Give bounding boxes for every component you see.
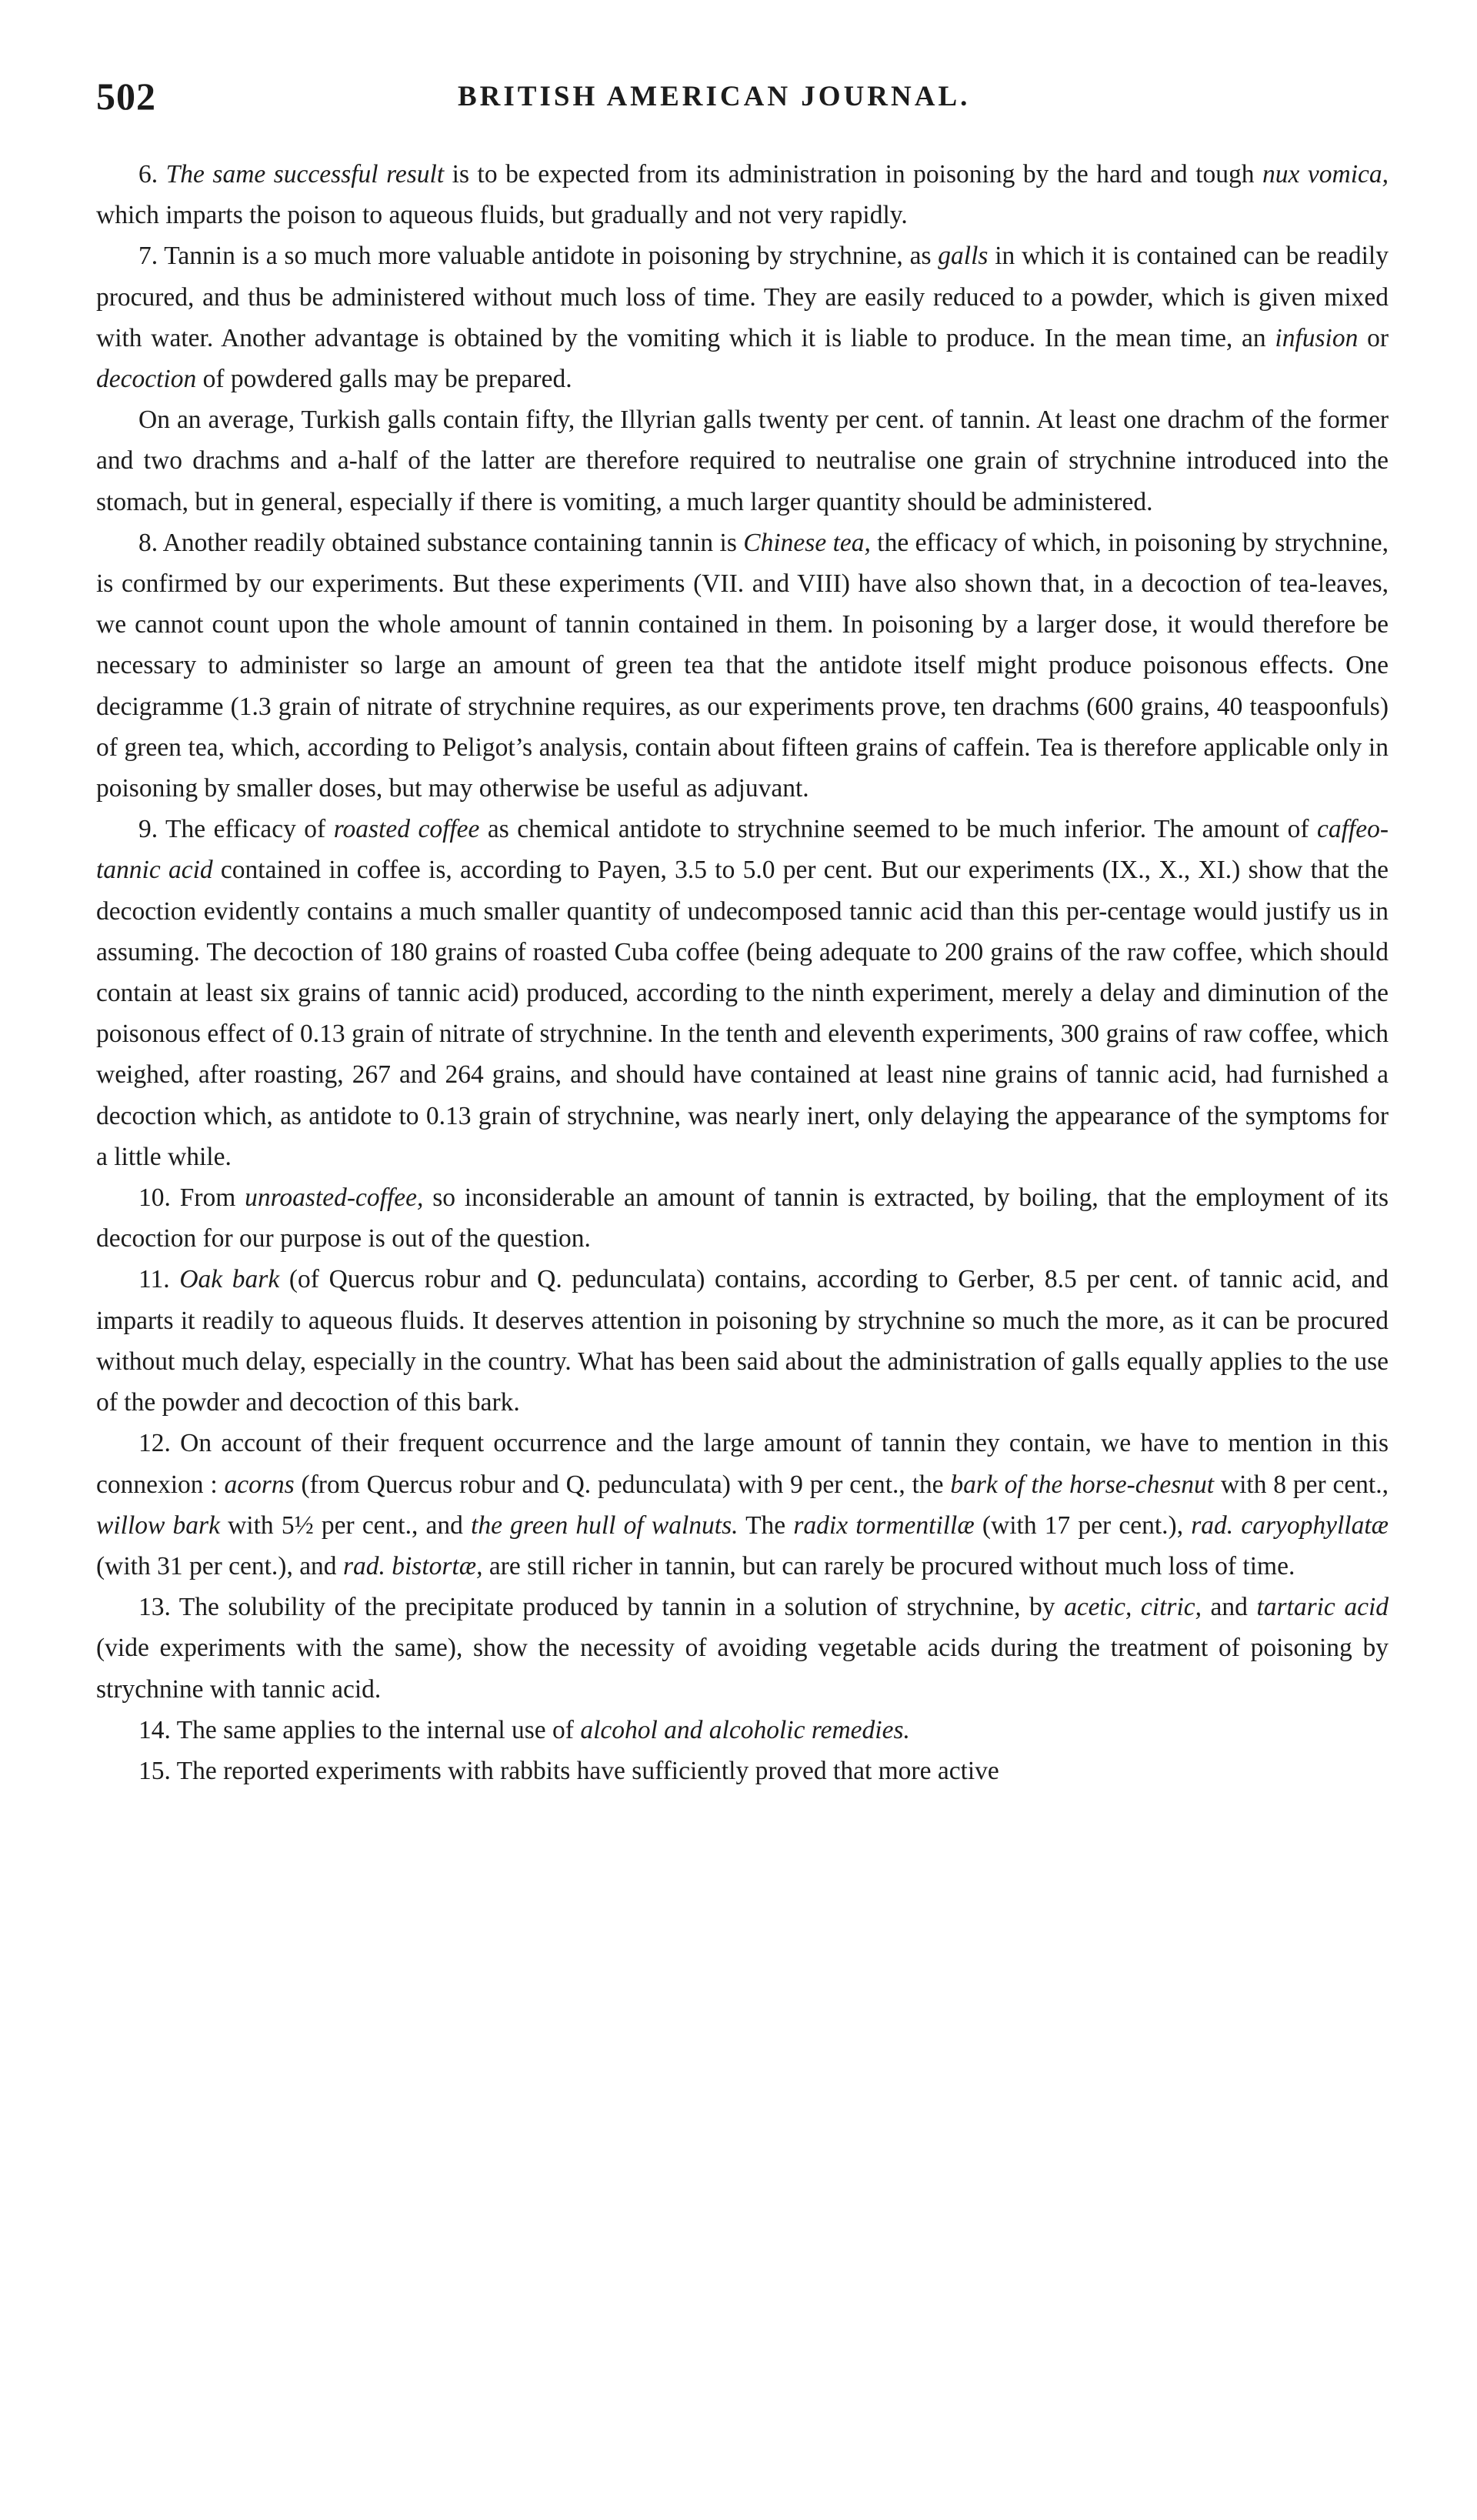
text-run: (with 31 per cent.), and <box>96 1551 343 1580</box>
italic-text-run: rad. caryophyllatæ <box>1191 1510 1389 1540</box>
italic-text-run: the green hull of walnuts. <box>471 1510 738 1540</box>
italic-text-run: nux vomica, <box>1262 160 1389 189</box>
page-header <box>96 74 1373 120</box>
paragraph-9 <box>96 809 1389 1177</box>
text-run: 9. The efficacy of <box>138 815 334 844</box>
page-number: 502 <box>96 75 156 118</box>
text-run: and <box>1202 1593 1257 1622</box>
text-run: as chemical antidote to strychnine seemed to be much inferior. The amount of <box>479 815 1317 844</box>
text-run: which imparts the poison to aqueous fluids, but gradually and not very rapidly. <box>96 201 908 230</box>
text-run: 13. The solubility of the precipitate produced by tannin in a solution of strychnine, by <box>138 1593 1065 1622</box>
paragraph-6 <box>96 154 1389 235</box>
italic-text-run: Chinese tea, <box>743 528 871 557</box>
text-run: (with 17 per cent.), <box>974 1510 1192 1540</box>
text-run: 14. The same applies to the internal use of <box>138 1715 581 1744</box>
italic-text-run: willow bark <box>96 1510 220 1540</box>
italic-text-run: galls <box>938 242 989 271</box>
text-run: (of Quercus robur and Q. pedunculata) contains, according to Gerber, 8.5 per cent. of tannic acid, and imparts it readily to aqueous fluids. It deserves attention in poisoning by strychnine so much the more, as it can be procured without much delay, especially in the country. What has been said about the administration of galls equally applies to the use of the powder and decoction of this bark. <box>96 1265 1389 1417</box>
italic-text-run: acorns <box>224 1470 295 1499</box>
journal-title: BRITISH AMERICAN JOURNAL. <box>458 81 971 112</box>
italic-text-run: decoction <box>96 365 197 394</box>
italic-text-run: alcohol and alcoholic remedies. <box>580 1715 910 1744</box>
text-run: 15. The reported experiments with rabbits have sufficiently proved that more active <box>138 1756 999 1785</box>
paragraph-14 <box>96 1710 1389 1751</box>
italic-text-run: caffeo-tannic acid <box>96 815 1389 885</box>
text-run: (vide experiments with the same), show the necessity of avoiding vegetable acids during the treatment of poisoning by strychnine with tannic acid. <box>96 1634 1389 1704</box>
text-run: with 5½ per cent., and <box>219 1510 472 1540</box>
text-run: the efficacy of which, in poisoning by strychnine, is confirmed by our experiments. But these experiments (VII. and VIII) have also shown that, in a decoction of tea-leaves, we cannot count upon the whole amount of tannin contained in them. In poisoning by a larger dose, it would therefore be necessary to administer so large an amount of green tea that the antidote itself might produce poisonous effects. One decigramme (1.3 grain of nitrate of strychnine requires, as our experiments prove, ten drachms (600 grains, 40 teaspoonfuls) of green tea, which, according to Peligot’s analysis, contain about fifteen grains of caffein. Tea is therefore applicable only in poisoning by smaller doses, but may otherwise be useful as adjuvant. <box>96 528 1389 803</box>
text-run: is to be expected from its administration in poisoning by the hard and tough <box>444 160 1263 189</box>
text-run: 10. From <box>138 1183 245 1213</box>
italic-text-run: unroasted-coffee, <box>245 1183 424 1213</box>
text-run: or <box>1358 323 1389 352</box>
article-body <box>96 154 1389 1791</box>
italic-text-run: roasted coffee <box>333 815 480 844</box>
paragraph-7 <box>96 235 1389 399</box>
italic-text-run: bark of the horse-chesnut <box>950 1470 1215 1499</box>
paragraph-15 <box>96 1751 1389 1791</box>
text-run: On an average, Turkish galls contain fifty, the Illyrian galls twenty per cent. of tannin. At least one drachm of the former and two drachms and a-half of the latter are therefore required to neutralise one grain of strychnine introduced into the stomach, but in general, especially if there is vomiting, a much larger quantity should be administered. <box>96 406 1389 516</box>
paragraph-13 <box>96 1587 1389 1710</box>
paragraph-12 <box>96 1423 1389 1587</box>
italic-text-run: tartaric acid <box>1256 1593 1389 1622</box>
italic-text-run: infusion <box>1275 323 1359 352</box>
paragraph-11 <box>96 1259 1389 1423</box>
text-run: with 8 per cent., <box>1214 1470 1389 1499</box>
text-run: 7. Tannin is a so much more valuable antidote in poisoning by strychnine, as <box>138 242 939 271</box>
text-run: 6. <box>138 160 166 189</box>
text-run: of powdered galls may be prepared. <box>196 365 572 394</box>
italic-text-run: rad. bistortæ, <box>342 1551 483 1580</box>
paragraph-10 <box>96 1177 1389 1259</box>
text-run: in which it is contained can be readily procured, and thus be administered without much loss of time. They are easily reduced to a powder, which is given mixed with water. Another advantage is obtained by the vomiting which it is liable to produce. In the mean time, an <box>96 242 1389 352</box>
paragraph-7-continued <box>96 399 1389 522</box>
italic-text-run: The same successful result <box>165 160 445 189</box>
text-run: 12. On account of their frequent occurrence and the large amount of tannin they contain, we have to mention in this connexion : <box>96 1429 1389 1499</box>
text-run: (from Quercus robur and Q. pedunculata) with 9 per cent., the <box>294 1470 951 1499</box>
text-run: contained in coffee is, according to Payen, 3.5 to 5.0 per cent. But our experiments (IX., X., XI.) show that the decoction evidently contains a much smaller quantity of undecomposed tannic acid than this per-centage would justify us in assuming. The decoction of 180 grains of roasted Cuba coffee (being adequate to 200 grains of the raw coffee, which should contain at least six grains of tannic acid) produced, according to the ninth experiment, merely a delay and diminution of the poisonous effect of 0.13 grain of nitrate of strychnine. In the tenth and eleventh experiments, 300 grains of raw coffee, which weighed, after roasting, 267 and 264 grains, and should have contained at least nine grains of tannic acid, had furnished a decoction which, as antidote to 0.13 grain of strychnine, was nearly inert, only delaying the appearance of the symptoms for a little while. <box>96 856 1389 1171</box>
paragraph-8 <box>96 522 1389 809</box>
text-run: are still richer in tannin, but can rarely be procured without much loss of time. <box>482 1551 1295 1580</box>
text-run: 8. Another readily obtained substance containing tannin is <box>138 528 744 557</box>
italic-text-run: acetic, citric, <box>1064 1593 1202 1622</box>
text-run: 11. <box>138 1265 180 1294</box>
italic-text-run: Oak bark <box>179 1265 280 1294</box>
italic-text-run: radix tormentillæ <box>793 1510 975 1540</box>
text-run: The <box>738 1510 794 1540</box>
text-run: so inconsiderable an amount of tannin is extracted, by boiling, that the employment of its decoction for our purpose is out of the question. <box>96 1183 1389 1253</box>
